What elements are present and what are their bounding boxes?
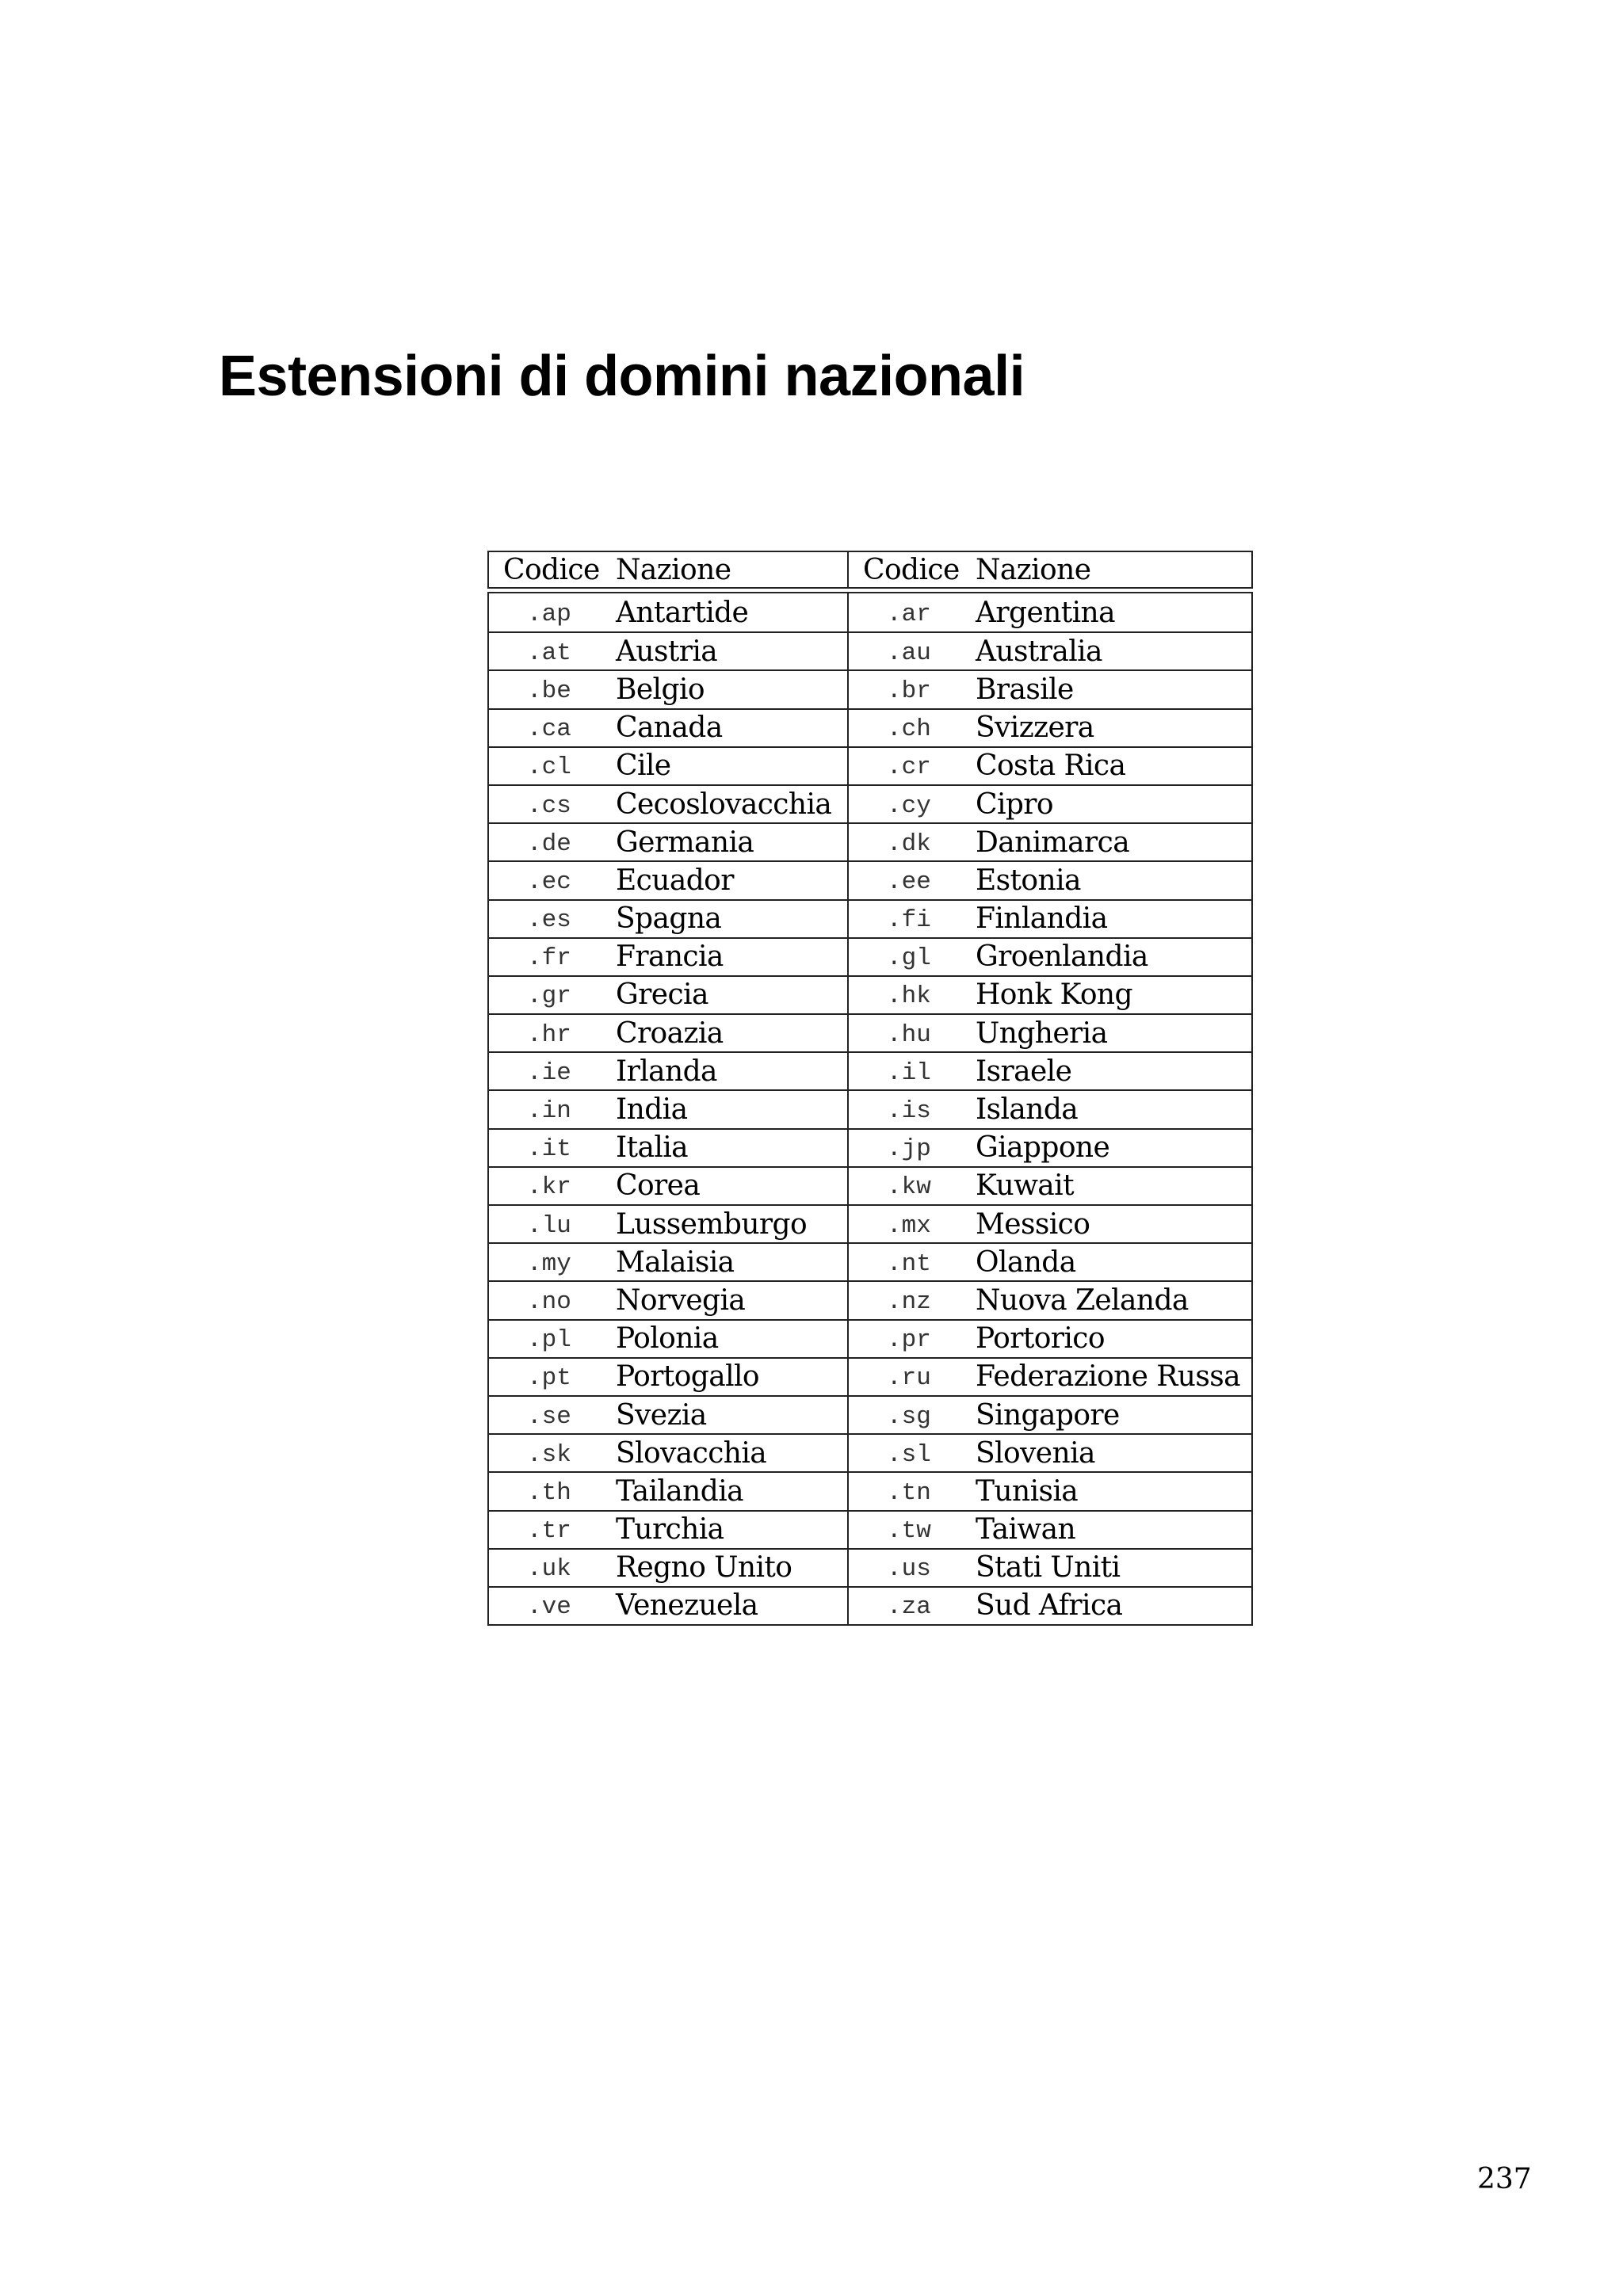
domain-code: .br <box>887 677 931 705</box>
row-half-right <box>849 1473 1254 1509</box>
table-body <box>487 592 1253 1626</box>
domain-code: .fr <box>527 944 571 973</box>
country-name: Polonia <box>616 1322 719 1356</box>
row-half-right <box>849 633 1254 669</box>
country-name: Taiwan <box>976 1513 1076 1547</box>
country-name: Slovenia <box>976 1436 1095 1470</box>
domain-code: .mx <box>887 1211 931 1240</box>
row-half-left <box>489 786 849 822</box>
country-name: Groenlandia <box>976 940 1148 974</box>
row-half-left <box>489 862 849 898</box>
row-half-left <box>489 1053 849 1089</box>
country-name: Ungheria <box>976 1016 1108 1050</box>
row-half-left <box>489 1550 849 1586</box>
country-name: Antartide <box>616 596 749 629</box>
country-name: Stati Uniti <box>976 1551 1121 1585</box>
domain-code: .de <box>527 830 571 858</box>
domain-code: .kr <box>527 1173 571 1202</box>
domain-code: .be <box>527 677 571 705</box>
domain-code: .pt <box>527 1364 571 1393</box>
row-half-right <box>849 1130 1254 1166</box>
country-name: Cile <box>616 749 671 783</box>
domain-code: .kw <box>887 1173 931 1202</box>
table-row <box>489 1128 1251 1166</box>
table-row <box>489 1051 1251 1089</box>
country-name: Croazia <box>616 1016 724 1050</box>
domain-code: .dk <box>887 830 931 858</box>
row-half-left <box>489 1512 849 1548</box>
row-half-right <box>849 1512 1254 1548</box>
table-row <box>489 1395 1251 1433</box>
domain-code: .my <box>527 1249 571 1278</box>
country-name: Estonia <box>976 864 1081 897</box>
row-half-right <box>849 1168 1254 1204</box>
domain-code: .ch <box>887 715 931 744</box>
table-row <box>489 1433 1251 1471</box>
country-name: Sud Africa <box>976 1589 1123 1623</box>
country-name: Portogallo <box>616 1360 759 1394</box>
row-half-left <box>489 633 849 669</box>
table-row <box>489 899 1251 937</box>
row-half-left <box>489 1321 849 1357</box>
country-name: Costa Rica <box>976 749 1126 783</box>
country-name: Tunisia <box>976 1474 1079 1508</box>
table-header-left <box>489 552 849 587</box>
row-half-right <box>849 1206 1254 1242</box>
country-name: Belgio <box>616 673 705 706</box>
domain-code: .tr <box>527 1517 571 1546</box>
row-half-right <box>849 1359 1254 1395</box>
table-row <box>489 1089 1251 1127</box>
country-name: Lussemburgo <box>616 1207 808 1241</box>
country-name: Olanda <box>976 1245 1076 1279</box>
country-name: Finlandia <box>976 902 1108 936</box>
domain-code: .se <box>527 1402 571 1431</box>
table-row <box>489 1242 1251 1280</box>
table-row <box>489 1280 1251 1318</box>
table-row <box>489 746 1251 784</box>
row-half-left <box>489 748 849 784</box>
domain-code: .ar <box>887 600 931 628</box>
table-header <box>487 551 1253 589</box>
country-name: Argentina <box>976 596 1115 629</box>
country-name: Venezuela <box>616 1589 758 1623</box>
domain-code: .cs <box>527 791 571 820</box>
domain-code: .in <box>527 1097 571 1126</box>
row-half-right <box>849 710 1254 746</box>
row-half-left <box>489 901 849 937</box>
country-name: Cipro <box>976 788 1053 821</box>
row-half-left <box>489 671 849 707</box>
row-half-left <box>489 1588 849 1624</box>
domain-code: .es <box>527 906 571 935</box>
domain-code: .pl <box>527 1326 571 1355</box>
domain-code: .ee <box>887 868 931 896</box>
table-row <box>489 1166 1251 1204</box>
row-half-left <box>489 1435 849 1471</box>
table-row <box>489 860 1251 898</box>
row-half-right <box>849 671 1254 707</box>
domain-code: .hu <box>887 1020 931 1049</box>
country-name: Cecoslovacchia <box>616 788 832 821</box>
table-row <box>489 593 1251 631</box>
row-half-left <box>489 710 849 746</box>
country-name: Svizzera <box>976 711 1094 745</box>
domain-code: .sg <box>887 1402 931 1431</box>
country-name: Singapore <box>976 1398 1120 1432</box>
row-half-right <box>849 1321 1254 1357</box>
country-name: Giappone <box>976 1131 1110 1165</box>
domain-code: .lu <box>527 1211 571 1240</box>
domain-code: .at <box>527 639 571 667</box>
domain-code: .ve <box>527 1593 571 1622</box>
row-half-right <box>849 1053 1254 1089</box>
row-half-right <box>849 1244 1254 1280</box>
header-name-left: Nazione <box>616 553 731 586</box>
row-half-left <box>489 1244 849 1280</box>
domain-table <box>487 551 1253 1626</box>
domain-code: .it <box>527 1135 571 1164</box>
row-half-right <box>849 1015 1254 1051</box>
domain-code: .tn <box>887 1478 931 1507</box>
domain-code: .cl <box>527 753 571 782</box>
country-name: Tailandia <box>616 1474 743 1508</box>
country-name: Israele <box>976 1055 1072 1088</box>
country-name: Honk Kong <box>976 978 1132 1012</box>
domain-code: .au <box>887 639 931 667</box>
domain-code: .hk <box>887 982 931 1011</box>
row-half-right <box>849 748 1254 784</box>
row-half-left <box>489 1397 849 1433</box>
row-half-right <box>849 786 1254 822</box>
domain-code: .uk <box>527 1555 571 1584</box>
row-half-left <box>489 1359 849 1395</box>
row-half-left <box>489 1130 849 1166</box>
country-name: Germania <box>616 826 754 859</box>
row-half-right <box>849 901 1254 937</box>
domain-code: .is <box>887 1097 931 1126</box>
country-name: Francia <box>616 940 724 974</box>
table-row <box>489 1013 1251 1051</box>
domain-code: .sk <box>527 1440 571 1469</box>
row-half-right <box>849 593 1254 631</box>
domain-code: .ie <box>527 1058 571 1087</box>
domain-code: .gl <box>887 944 931 973</box>
row-half-left <box>489 977 849 1013</box>
domain-code: .us <box>887 1555 931 1584</box>
row-half-right <box>849 977 1254 1013</box>
table-row <box>489 784 1251 822</box>
country-name: India <box>616 1093 688 1127</box>
country-name: Svezia <box>616 1398 707 1432</box>
domain-code: .nt <box>887 1249 931 1278</box>
country-name: Brasile <box>976 673 1074 706</box>
domain-code: .za <box>887 1593 931 1622</box>
row-half-left <box>489 1206 849 1242</box>
domain-code: .cy <box>887 791 931 820</box>
row-half-left <box>489 1015 849 1051</box>
country-name: Ecuador <box>616 864 734 897</box>
country-name: Spagna <box>616 902 722 936</box>
row-half-left <box>489 1282 849 1318</box>
country-name: Corea <box>616 1169 701 1203</box>
table-row <box>489 1204 1251 1242</box>
country-name: Islanda <box>976 1093 1079 1127</box>
header-code-right: Codice <box>863 553 960 586</box>
country-name: Messico <box>976 1207 1090 1241</box>
country-name: Irlanda <box>616 1055 717 1088</box>
table-row <box>489 1510 1251 1548</box>
domain-code: .cr <box>887 753 931 782</box>
domain-code: .il <box>887 1058 931 1087</box>
country-name: Norvegia <box>616 1283 746 1317</box>
row-half-right <box>849 1550 1254 1586</box>
country-name: Kuwait <box>976 1169 1074 1203</box>
row-half-left <box>489 1168 849 1204</box>
domain-code: .ru <box>887 1364 931 1393</box>
table-row <box>489 1471 1251 1509</box>
country-name: Slovacchia <box>616 1436 767 1470</box>
domain-code: .ec <box>527 868 571 896</box>
domain-code: .th <box>527 1478 571 1507</box>
page-number: 237 <box>1477 2163 1532 2195</box>
header-name-right: Nazione <box>976 553 1091 586</box>
country-name: Nuova Zelanda <box>976 1283 1189 1317</box>
row-half-right <box>849 1435 1254 1471</box>
row-half-left <box>489 1473 849 1509</box>
table-row <box>489 708 1251 746</box>
domain-code: .tw <box>887 1517 931 1546</box>
row-half-left <box>489 593 849 631</box>
row-half-right <box>849 824 1254 860</box>
country-name: Turchia <box>616 1513 724 1547</box>
country-name: Federazione Russa <box>976 1360 1240 1394</box>
row-half-left <box>489 1091 849 1127</box>
table-row <box>489 1548 1251 1586</box>
country-name: Austria <box>616 635 718 668</box>
country-name: Italia <box>616 1131 689 1165</box>
table-row <box>489 1586 1251 1624</box>
row-half-right <box>849 862 1254 898</box>
domain-code: .no <box>527 1287 571 1316</box>
country-name: Australia <box>976 635 1102 668</box>
country-name: Regno Unito <box>616 1551 792 1585</box>
row-half-right <box>849 1397 1254 1433</box>
table-row <box>489 1319 1251 1357</box>
country-name: Portorico <box>976 1322 1105 1356</box>
table-row <box>489 669 1251 707</box>
table-row <box>489 631 1251 669</box>
country-name: Canada <box>616 711 723 745</box>
domain-code: .ap <box>527 600 571 628</box>
domain-code: .gr <box>527 982 571 1011</box>
page-title: Estensioni di domini nazionali <box>219 345 1025 408</box>
row-half-left <box>489 939 849 975</box>
country-name: Malaisia <box>616 1245 735 1279</box>
domain-code: .nz <box>887 1287 931 1316</box>
row-half-right <box>849 939 1254 975</box>
table-row <box>489 1357 1251 1395</box>
domain-code: .jp <box>887 1135 931 1164</box>
domain-code: .pr <box>887 1326 931 1355</box>
header-code-left: Codice <box>503 553 600 586</box>
country-name: Danimarca <box>976 826 1130 859</box>
table-row <box>489 937 1251 975</box>
domain-code: .hr <box>527 1020 571 1049</box>
country-name: Grecia <box>616 978 708 1012</box>
table-header-right <box>849 552 1254 587</box>
row-half-left <box>489 824 849 860</box>
row-half-right <box>849 1282 1254 1318</box>
row-half-right <box>849 1091 1254 1127</box>
table-row <box>489 975 1251 1013</box>
domain-code: .fi <box>887 906 931 935</box>
table-row <box>489 822 1251 860</box>
domain-code: .sl <box>887 1440 931 1469</box>
domain-code: .ca <box>527 715 571 744</box>
row-half-right <box>849 1588 1254 1624</box>
